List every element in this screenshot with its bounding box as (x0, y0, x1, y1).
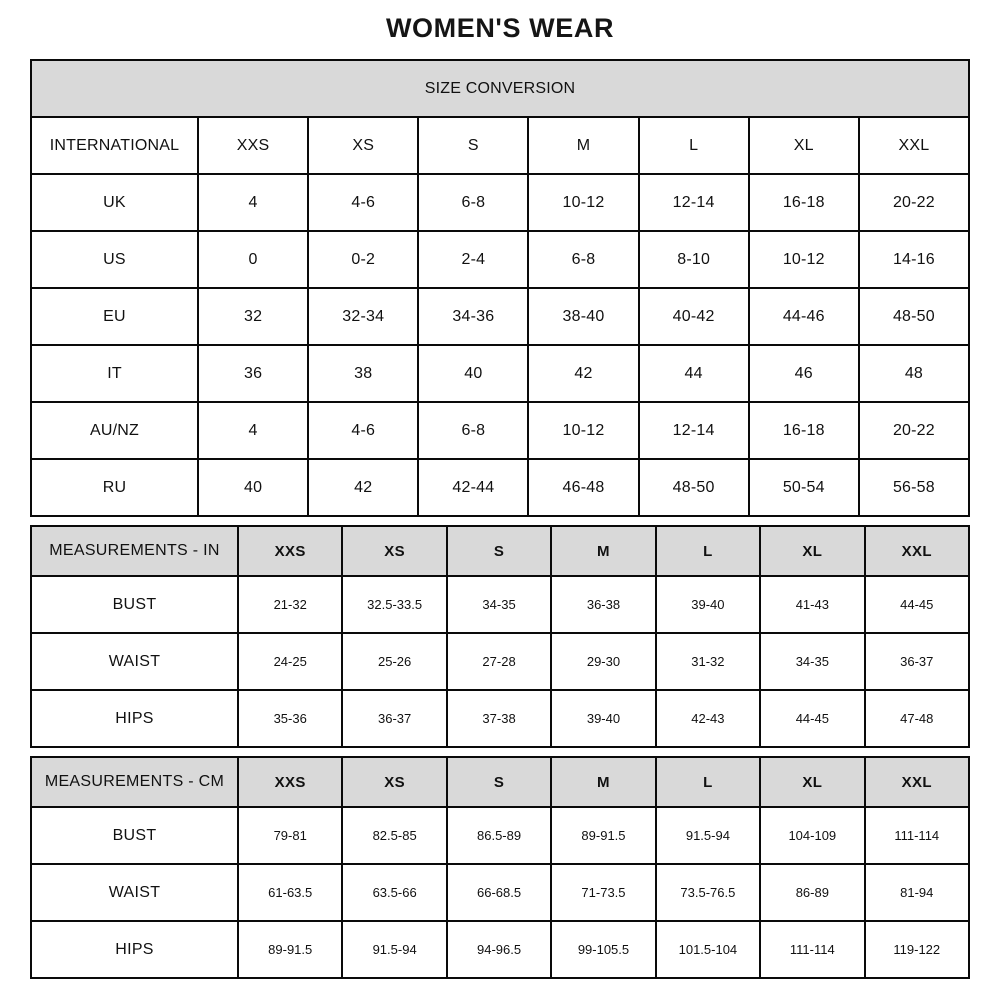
value-cell: 32.5-33.5 (342, 576, 446, 633)
value-cell: 44-46 (749, 288, 859, 345)
value-cell: 10-12 (749, 231, 859, 288)
value-cell: 27-28 (447, 633, 551, 690)
header-cell: MEASUREMENTS - CM (31, 757, 238, 807)
row-label: US (31, 231, 198, 288)
value-cell: 20-22 (859, 174, 969, 231)
value-cell: 94-96.5 (447, 921, 551, 978)
value-cell: 32 (198, 288, 308, 345)
header-cell: XXL (865, 757, 969, 807)
value-cell: 81-94 (865, 864, 969, 921)
header-cell: XXL (859, 117, 969, 174)
header-cell: XS (342, 526, 446, 576)
header-cell: INTERNATIONAL (31, 117, 198, 174)
value-cell: 86.5-89 (447, 807, 551, 864)
row-label: HIPS (31, 921, 238, 978)
value-cell: 12-14 (639, 402, 749, 459)
value-cell: 48-50 (639, 459, 749, 516)
value-cell: 4 (198, 174, 308, 231)
value-cell: 82.5-85 (342, 807, 446, 864)
value-cell: 71-73.5 (551, 864, 655, 921)
value-cell: 2-4 (418, 231, 528, 288)
row-label: RU (31, 459, 198, 516)
value-cell: 104-109 (760, 807, 864, 864)
value-cell: 101.5-104 (656, 921, 760, 978)
value-cell: 40 (418, 345, 528, 402)
row-label: EU (31, 288, 198, 345)
header-cell: S (447, 757, 551, 807)
header-cell: M (528, 117, 638, 174)
row-label: HIPS (31, 690, 238, 747)
value-cell: 36-37 (865, 633, 969, 690)
header-cell: XXS (238, 526, 342, 576)
value-cell: 48-50 (859, 288, 969, 345)
row-label: BUST (31, 807, 238, 864)
value-cell: 36 (198, 345, 308, 402)
value-cell: 34-36 (418, 288, 528, 345)
value-cell: 119-122 (865, 921, 969, 978)
value-cell: 42-44 (418, 459, 528, 516)
value-cell: 39-40 (656, 576, 760, 633)
header-cell: S (447, 526, 551, 576)
value-cell: 91.5-94 (656, 807, 760, 864)
value-cell: 111-114 (760, 921, 864, 978)
measurements-in-table (30, 525, 970, 748)
value-cell: 36-37 (342, 690, 446, 747)
value-cell: 39-40 (551, 690, 655, 747)
measurements-cm-table (30, 756, 970, 979)
header-cell: XL (760, 526, 864, 576)
value-cell: 4 (198, 402, 308, 459)
row-label: BUST (31, 576, 238, 633)
value-cell: 20-22 (859, 402, 969, 459)
value-cell: 56-58 (859, 459, 969, 516)
value-cell: 89-91.5 (238, 921, 342, 978)
value-cell: 111-114 (865, 807, 969, 864)
header-cell: XL (749, 117, 859, 174)
header-cell: XS (308, 117, 418, 174)
row-label: WAIST (31, 864, 238, 921)
value-cell: 34-35 (760, 633, 864, 690)
size-conversion-table (30, 59, 970, 517)
value-cell: 89-91.5 (551, 807, 655, 864)
value-cell: 46-48 (528, 459, 638, 516)
value-cell: 37-38 (447, 690, 551, 747)
value-cell: 91.5-94 (342, 921, 446, 978)
value-cell: 32-34 (308, 288, 418, 345)
value-cell: 46 (749, 345, 859, 402)
row-label: UK (31, 174, 198, 231)
value-cell: 0 (198, 231, 308, 288)
value-cell: 6-8 (418, 174, 528, 231)
header-cell: XXL (865, 526, 969, 576)
value-cell: 41-43 (760, 576, 864, 633)
value-cell: 6-8 (418, 402, 528, 459)
value-cell: 61-63.5 (238, 864, 342, 921)
header-cell: L (656, 526, 760, 576)
value-cell: 86-89 (760, 864, 864, 921)
value-cell: 0-2 (308, 231, 418, 288)
header-cell: M (551, 526, 655, 576)
value-cell: 79-81 (238, 807, 342, 864)
value-cell: 29-30 (551, 633, 655, 690)
value-cell: 10-12 (528, 174, 638, 231)
value-cell: 42-43 (656, 690, 760, 747)
value-cell: 14-16 (859, 231, 969, 288)
row-label: AU/NZ (31, 402, 198, 459)
value-cell: 42 (528, 345, 638, 402)
value-cell: 4-6 (308, 174, 418, 231)
header-cell: L (656, 757, 760, 807)
value-cell: 38-40 (528, 288, 638, 345)
header-cell: XXS (198, 117, 308, 174)
value-cell: 16-18 (749, 402, 859, 459)
tables-container (30, 59, 970, 979)
value-cell: 16-18 (749, 174, 859, 231)
header-cell: XXS (238, 757, 342, 807)
row-label: IT (31, 345, 198, 402)
page-title: WOMEN'S WEAR (385, 13, 615, 43)
value-cell: 38 (308, 345, 418, 402)
value-cell: 40-42 (639, 288, 749, 345)
header-cell: L (639, 117, 749, 174)
header-cell: S (418, 117, 528, 174)
value-cell: 48 (859, 345, 969, 402)
value-cell: 36-38 (551, 576, 655, 633)
value-cell: 44 (639, 345, 749, 402)
value-cell: 73.5-76.5 (656, 864, 760, 921)
value-cell: 42 (308, 459, 418, 516)
header-cell: XL (760, 757, 864, 807)
value-cell: 25-26 (342, 633, 446, 690)
value-cell: 44-45 (865, 576, 969, 633)
value-cell: 12-14 (639, 174, 749, 231)
value-cell: 4-6 (308, 402, 418, 459)
value-cell: 10-12 (528, 402, 638, 459)
value-cell: 47-48 (865, 690, 969, 747)
value-cell: 24-25 (238, 633, 342, 690)
value-cell: 31-32 (656, 633, 760, 690)
value-cell: 40 (198, 459, 308, 516)
value-cell: 50-54 (749, 459, 859, 516)
value-cell: 99-105.5 (551, 921, 655, 978)
size-conversion-title: SIZE CONVERSION (31, 60, 969, 117)
value-cell: 8-10 (639, 231, 749, 288)
value-cell: 63.5-66 (342, 864, 446, 921)
header-cell: XS (342, 757, 446, 807)
value-cell: 66-68.5 (447, 864, 551, 921)
value-cell: 21-32 (238, 576, 342, 633)
header-cell: MEASUREMENTS - IN (31, 526, 238, 576)
value-cell: 35-36 (238, 690, 342, 747)
value-cell: 34-35 (447, 576, 551, 633)
row-label: WAIST (31, 633, 238, 690)
value-cell: 6-8 (528, 231, 638, 288)
value-cell: 44-45 (760, 690, 864, 747)
header-cell: M (551, 757, 655, 807)
